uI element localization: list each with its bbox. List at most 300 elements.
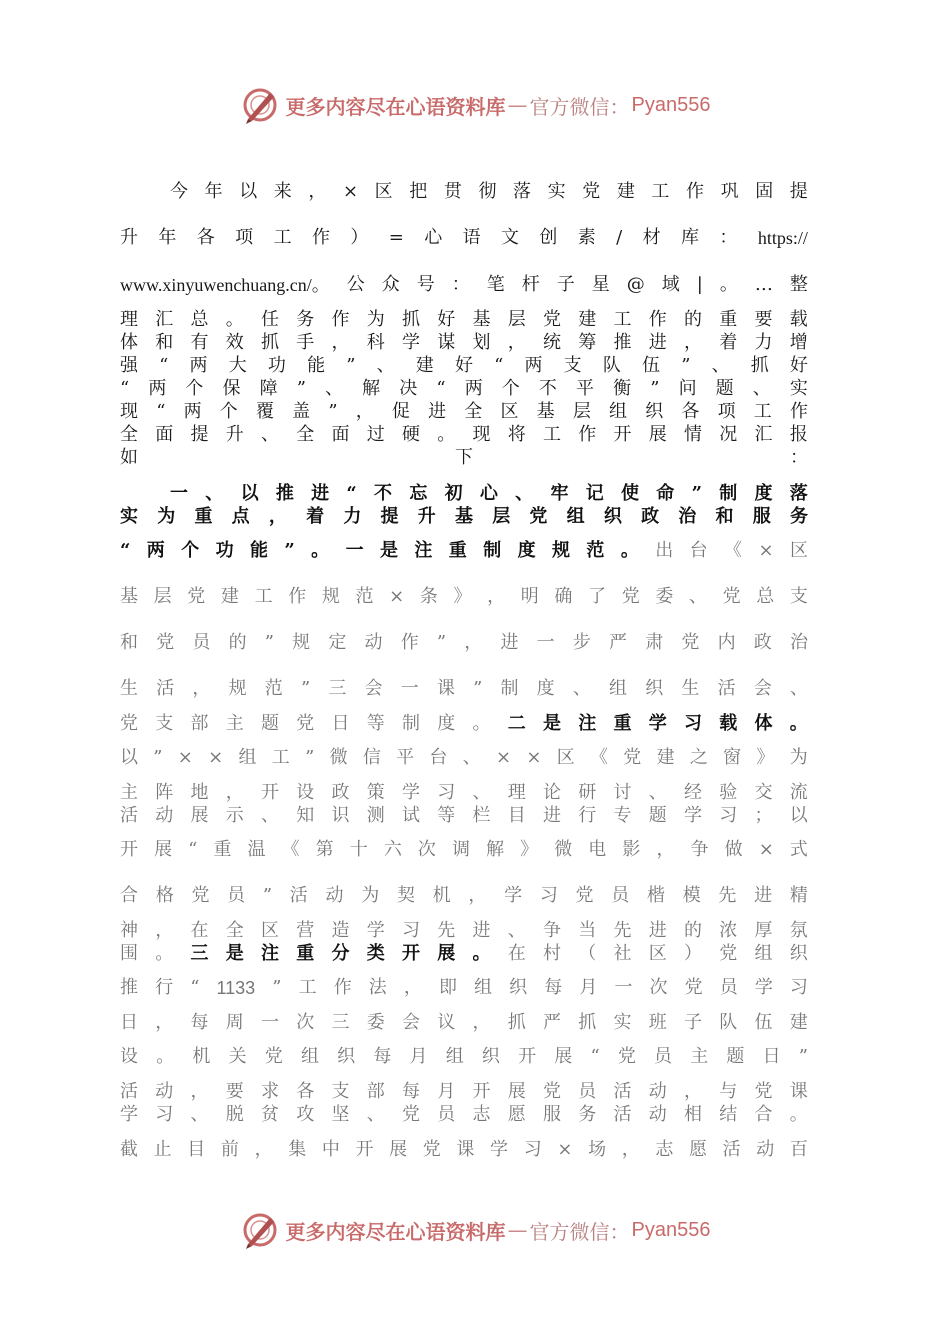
text-char: 注 bbox=[261, 943, 279, 964]
text-char: 工 bbox=[651, 181, 670, 202]
text-char: 题 bbox=[648, 805, 667, 826]
text-char: 严 bbox=[543, 1012, 561, 1033]
text-char: 一 bbox=[614, 977, 633, 998]
text-char: 进 bbox=[754, 885, 773, 906]
text-char: 党 bbox=[156, 632, 175, 653]
text-char: 实 bbox=[547, 181, 566, 202]
text-char: 党 bbox=[617, 1046, 636, 1067]
text-char: 现 bbox=[472, 424, 491, 445]
text-char: 工 bbox=[613, 309, 632, 330]
text-char: 工 bbox=[298, 977, 317, 998]
text-char: ， bbox=[464, 632, 483, 653]
text-char: 、 bbox=[366, 1104, 385, 1125]
text-char: 党 bbox=[719, 943, 738, 964]
text-char: 微 bbox=[329, 747, 348, 768]
text-char: 脱 bbox=[225, 1104, 244, 1125]
text-char: 式 bbox=[789, 839, 808, 860]
text-char: 先 bbox=[437, 920, 456, 941]
text-char: 模 bbox=[682, 885, 701, 906]
text-char: 学 bbox=[648, 713, 667, 734]
text-char: 规 bbox=[552, 540, 570, 561]
text-char: 学 bbox=[120, 1104, 138, 1125]
text-char: 基 bbox=[472, 309, 491, 330]
text-char: 织 bbox=[509, 977, 528, 998]
text-char: 制 bbox=[483, 540, 502, 561]
text-char: 载 bbox=[789, 309, 808, 330]
text-char: 心 bbox=[479, 483, 498, 504]
text-char: 日 bbox=[120, 1012, 138, 1033]
text-char: 语 bbox=[462, 227, 481, 248]
text-char: 科 bbox=[366, 332, 385, 353]
text-char: 现 bbox=[120, 401, 138, 422]
text-char: 窗 bbox=[723, 747, 742, 768]
text-char: 服 bbox=[543, 1104, 561, 1125]
text-char: 规 bbox=[321, 586, 340, 607]
text-char: 织 bbox=[645, 401, 664, 422]
text-char: 止 bbox=[153, 1139, 172, 1160]
text-char: 的 bbox=[684, 920, 702, 941]
text-char: 愿 bbox=[507, 1104, 526, 1125]
text-char: ” bbox=[346, 355, 356, 376]
watermark-wechat-id: Pyan556 bbox=[631, 93, 711, 116]
text-char: 展 bbox=[437, 943, 456, 964]
text-char: 议 bbox=[437, 1012, 456, 1033]
text-line bbox=[120, 710, 808, 738]
text-char: 度 bbox=[517, 540, 536, 561]
text-line bbox=[120, 744, 808, 772]
text-char: 分 bbox=[331, 943, 350, 964]
text-char: 队 bbox=[719, 1012, 738, 1033]
text-char: 党 bbox=[582, 181, 601, 202]
text-char: 关 bbox=[228, 1046, 247, 1067]
text-char: 志 bbox=[472, 1104, 491, 1125]
pen-logo-icon bbox=[240, 1210, 280, 1250]
text-char: 重 bbox=[448, 540, 467, 561]
text-char: 两 bbox=[146, 540, 165, 561]
text-char: 班 bbox=[648, 1012, 667, 1033]
text-char: ” bbox=[305, 747, 315, 768]
text-char: 党 bbox=[187, 586, 206, 607]
text-char: 活 bbox=[120, 805, 138, 826]
text-char: 提 bbox=[190, 424, 209, 445]
text-char: “ bbox=[436, 378, 446, 399]
text-char: 栏 bbox=[472, 805, 491, 826]
text-char: 体 bbox=[754, 713, 773, 734]
text-char: 整 bbox=[789, 274, 808, 295]
text-char: 来 bbox=[273, 181, 292, 202]
text-char: 务 bbox=[296, 309, 315, 330]
text-char: 心 bbox=[424, 227, 443, 248]
text-char: 展 bbox=[154, 839, 173, 860]
text-char: 实 bbox=[120, 506, 138, 527]
text-char: 好 bbox=[437, 309, 456, 330]
text-char: 促 bbox=[391, 401, 410, 422]
text-char: 课 bbox=[436, 678, 455, 699]
text-char: 支 bbox=[563, 355, 582, 376]
text-char: ， bbox=[621, 1139, 640, 1160]
text-char: ） bbox=[350, 227, 369, 248]
text-char: 一 bbox=[345, 540, 364, 561]
text-char: 肃 bbox=[645, 632, 664, 653]
text-char: 笔 bbox=[486, 274, 505, 295]
text-char: 党 bbox=[264, 1046, 283, 1067]
text-char: 。 bbox=[620, 540, 639, 561]
text-char: 平 bbox=[576, 378, 595, 399]
text-char: 务 bbox=[578, 1104, 597, 1125]
text-char: 划 bbox=[472, 332, 491, 353]
text-char: 过 bbox=[366, 424, 385, 445]
text-char: 建 bbox=[616, 181, 635, 202]
text-char: ” bbox=[296, 378, 306, 399]
text-char: 一 bbox=[400, 678, 419, 699]
text-char: 组 bbox=[474, 977, 493, 998]
text-char: 贫 bbox=[261, 1104, 279, 1125]
text-char: 营 bbox=[296, 920, 315, 941]
watermark-wechat-id: Pyan556 bbox=[631, 1218, 711, 1241]
text-char: ： bbox=[719, 227, 738, 248]
text-char: 愿 bbox=[688, 1139, 707, 1160]
text-char: 次 bbox=[296, 1012, 315, 1033]
text-char: 区 bbox=[556, 747, 575, 768]
text-char: ” bbox=[650, 378, 660, 399]
text-char: 学 bbox=[684, 805, 702, 826]
watermark-main-text: 更多内容尽在心语资料库 bbox=[285, 94, 506, 119]
text-char: 面 bbox=[155, 424, 174, 445]
text-char: 电 bbox=[588, 839, 607, 860]
text-char: 。 bbox=[789, 713, 808, 734]
text-char: 党 bbox=[575, 885, 594, 906]
text-char: “ bbox=[188, 839, 198, 860]
text-line bbox=[120, 675, 808, 703]
text-char: 文 bbox=[501, 227, 519, 248]
text-char: 初 bbox=[444, 483, 463, 504]
text-char: 活 bbox=[717, 678, 736, 699]
watermark-banner-bottom bbox=[0, 1207, 950, 1253]
text-char: 生 bbox=[120, 678, 138, 699]
text-char: 决 bbox=[399, 378, 418, 399]
text-char: 工 bbox=[543, 424, 561, 445]
text-run: https:// bbox=[757, 228, 808, 248]
text-char: 层 bbox=[492, 506, 511, 527]
text-char: 温 bbox=[247, 839, 266, 860]
text-char: 推 bbox=[275, 483, 294, 504]
text-char: 中 bbox=[321, 1139, 340, 1160]
text-char: 楷 bbox=[646, 885, 665, 906]
text-char: 况 bbox=[719, 424, 738, 445]
text-char: 习 bbox=[523, 1139, 542, 1160]
text-char: 周 bbox=[225, 1012, 244, 1033]
text-char: 总 bbox=[190, 309, 209, 330]
text-char: 统 bbox=[543, 332, 561, 353]
text-char: 政 bbox=[331, 782, 350, 803]
text-char: 场 bbox=[588, 1139, 607, 1160]
text-char: 、 bbox=[261, 424, 279, 445]
text-char: 问 bbox=[678, 378, 697, 399]
text-line bbox=[120, 940, 808, 968]
text-char: 学 bbox=[504, 885, 523, 906]
text-char: 子 bbox=[556, 274, 575, 295]
text-char: 。 bbox=[225, 309, 244, 330]
text-char: ， bbox=[268, 506, 287, 527]
text-char: 组 bbox=[609, 678, 628, 699]
text-char: 彻 bbox=[478, 181, 497, 202]
text-char: 落 bbox=[513, 181, 532, 202]
text-char: 谋 bbox=[437, 332, 456, 353]
text-char: 调 bbox=[451, 839, 470, 860]
text-char: 等 bbox=[437, 805, 456, 826]
text-char: 号 bbox=[416, 274, 435, 295]
text-run: 1133 bbox=[216, 978, 256, 998]
text-char: ， bbox=[684, 1081, 702, 1102]
text-char: 、 bbox=[261, 805, 279, 826]
text-char: 月 bbox=[437, 1081, 456, 1102]
text-char: 推 bbox=[613, 332, 632, 353]
watermark-dash: — bbox=[507, 1218, 528, 1242]
text-char: 学 bbox=[366, 920, 385, 941]
text-char: 部 bbox=[366, 1081, 385, 1102]
text-char: 开 bbox=[472, 1081, 491, 1102]
text-char: 区 bbox=[648, 943, 667, 964]
text-char: ， bbox=[656, 839, 675, 860]
text-char: 解 bbox=[486, 839, 505, 860]
text-char: 、 bbox=[789, 678, 808, 699]
text-char: 织 bbox=[337, 1046, 356, 1067]
text-char: 之 bbox=[689, 747, 708, 768]
text-char: 作 bbox=[789, 401, 808, 422]
text-char: 解 bbox=[362, 378, 381, 399]
text-char: 推 bbox=[120, 977, 138, 998]
text-char: 支 bbox=[331, 1081, 350, 1102]
text-char: “ bbox=[120, 540, 131, 561]
pen-logo-icon bbox=[240, 85, 280, 125]
text-line bbox=[120, 1009, 808, 1037]
text-char: 进 bbox=[311, 483, 330, 504]
text-char: 区 bbox=[374, 181, 393, 202]
text-char: 动 bbox=[155, 1081, 174, 1102]
text-char: 展 bbox=[389, 1139, 408, 1160]
text-char: 是 bbox=[379, 540, 398, 561]
text-char: 员 bbox=[654, 1046, 673, 1067]
text-char: 目 bbox=[507, 805, 526, 826]
text-char: 个 bbox=[185, 378, 204, 399]
text-char: 组 bbox=[754, 943, 773, 964]
text-char: ， bbox=[331, 332, 350, 353]
text-char: 专 bbox=[613, 805, 632, 826]
text-char: 巩 bbox=[720, 181, 739, 202]
text-char: 公 bbox=[346, 274, 365, 295]
text-char: 进 bbox=[543, 805, 561, 826]
text-char: 三 bbox=[331, 1012, 350, 1033]
text-char: 知 bbox=[296, 805, 315, 826]
text-char: 子 bbox=[684, 1012, 702, 1033]
text-char: 党 bbox=[120, 713, 138, 734]
text-char: 员 bbox=[578, 1081, 597, 1102]
text-char: 要 bbox=[225, 1081, 244, 1102]
text-char: 一 bbox=[170, 483, 188, 504]
text-char: 设 bbox=[120, 1046, 138, 1067]
text-char: 组 bbox=[445, 1046, 464, 1067]
text-char: 两 bbox=[524, 355, 543, 376]
text-char: 每 bbox=[544, 977, 563, 998]
text-char: 集 bbox=[288, 1139, 307, 1160]
text-line bbox=[120, 583, 808, 611]
text-char: 题 bbox=[261, 713, 279, 734]
text-char: 总 bbox=[756, 586, 775, 607]
text-char: 基 bbox=[120, 586, 138, 607]
text-char: 六 bbox=[383, 839, 402, 860]
text-char: 活 bbox=[289, 885, 308, 906]
text-char: ” bbox=[284, 540, 295, 561]
text-char: 次 bbox=[649, 977, 668, 998]
text-char: ， bbox=[190, 1081, 209, 1102]
text-char: 地 bbox=[190, 782, 209, 803]
text-char: 重 bbox=[213, 839, 232, 860]
text-char: 是 bbox=[225, 943, 244, 964]
text-char: “ bbox=[494, 355, 504, 376]
text-char: 载 bbox=[719, 713, 738, 734]
text-char: ： bbox=[790, 447, 808, 468]
text-char: 基 bbox=[454, 506, 473, 527]
text-char: ， bbox=[403, 977, 422, 998]
text-char: 展 bbox=[190, 805, 209, 826]
text-char: 实 bbox=[789, 378, 808, 399]
text-char: 各 bbox=[296, 1081, 315, 1102]
text-char: 年 bbox=[204, 181, 223, 202]
watermark-sub-text: 官方微信： bbox=[529, 94, 630, 119]
text-char: 治 bbox=[789, 632, 808, 653]
text-char: 契 bbox=[396, 885, 415, 906]
text-char: 增 bbox=[789, 332, 808, 353]
text-char: 不 bbox=[374, 483, 393, 504]
text-char: 范 bbox=[355, 586, 374, 607]
text-char: 活 bbox=[722, 1139, 741, 1160]
text-char: 以 bbox=[789, 805, 808, 826]
text-char: “ bbox=[590, 1046, 600, 1067]
text-char: 习 bbox=[789, 977, 808, 998]
text-char: 工 bbox=[254, 586, 273, 607]
text-char: ， bbox=[254, 1139, 273, 1160]
text-char: ” bbox=[681, 355, 691, 376]
text-char: 题 bbox=[726, 1046, 745, 1067]
text-char: 制 bbox=[719, 483, 738, 504]
text-char: 。 bbox=[472, 713, 491, 734]
text-line bbox=[120, 503, 808, 531]
text-char: 和 bbox=[120, 632, 138, 653]
text-char: 下 bbox=[455, 447, 473, 468]
text-char: 》 bbox=[520, 839, 539, 860]
text-char: 区 bbox=[500, 401, 519, 422]
text-char: ， bbox=[487, 586, 506, 607]
text-char: 开 bbox=[120, 839, 138, 860]
text-char: 硬 bbox=[402, 424, 420, 445]
text-char: × bbox=[758, 839, 774, 860]
text-char: 抓 bbox=[507, 1012, 526, 1033]
text-char: 作 bbox=[288, 586, 307, 607]
text-char: 不 bbox=[538, 378, 557, 399]
text-char: 牢 bbox=[550, 483, 569, 504]
text-char: ” bbox=[272, 977, 282, 998]
text-char: 重 bbox=[719, 309, 738, 330]
text-char: 、 bbox=[711, 355, 730, 376]
text-char: 论 bbox=[543, 782, 561, 803]
text-char: 重 bbox=[296, 943, 315, 964]
text-char: 神 bbox=[120, 920, 138, 941]
text-char: 支 bbox=[155, 713, 174, 734]
text-char: 提 bbox=[789, 181, 808, 202]
text-char: 度 bbox=[536, 678, 555, 699]
text-char: ， bbox=[155, 920, 174, 941]
text-char: 党 bbox=[681, 632, 700, 653]
text-char: 行 bbox=[578, 805, 597, 826]
text-char: 交 bbox=[754, 782, 773, 803]
text-char: 员 bbox=[437, 1104, 456, 1125]
text-line bbox=[120, 629, 808, 657]
text-line bbox=[120, 974, 808, 1002]
text-char: 的 bbox=[228, 632, 247, 653]
text-char: 建 bbox=[578, 309, 597, 330]
text-char: 伍 bbox=[642, 355, 661, 376]
text-char: 织 bbox=[603, 506, 622, 527]
text-char: 开 bbox=[613, 424, 632, 445]
text-char: 障 bbox=[259, 378, 278, 399]
text-char: 作 bbox=[686, 181, 704, 202]
text-char: 动 bbox=[325, 885, 344, 906]
watermark-sub-text: 官方微信： bbox=[529, 1219, 630, 1244]
text-char: 类 bbox=[366, 943, 385, 964]
text-char: 织 bbox=[645, 678, 664, 699]
text-char: 开 bbox=[355, 1139, 374, 1160]
text-char: 盖 bbox=[292, 401, 311, 422]
text-char: 了 bbox=[588, 586, 607, 607]
text-char: 台 bbox=[689, 540, 708, 561]
text-char: 《 bbox=[281, 839, 300, 860]
text-line bbox=[120, 836, 808, 864]
text-char: 作 bbox=[578, 424, 597, 445]
text-char: 党 bbox=[529, 506, 548, 527]
text-char: 求 bbox=[261, 1081, 279, 1102]
text-char: 党 bbox=[543, 309, 561, 330]
text-char: 织 bbox=[481, 1046, 500, 1067]
text-char: 主 bbox=[120, 782, 138, 803]
text-char: 区 bbox=[789, 540, 808, 561]
text-char: 覆 bbox=[255, 401, 274, 422]
text-char: 把 bbox=[409, 181, 428, 202]
text-char: 一 bbox=[536, 632, 555, 653]
text-char: 党 bbox=[296, 713, 315, 734]
text-char: 作 bbox=[331, 309, 350, 330]
text-char: 注 bbox=[414, 540, 433, 561]
text-char: 争 bbox=[690, 839, 709, 860]
text-char: 任 bbox=[261, 309, 279, 330]
text-char: 将 bbox=[507, 424, 526, 445]
text-char: 的 bbox=[684, 309, 702, 330]
text-char: ” bbox=[473, 678, 483, 699]
text-char: 为 bbox=[366, 309, 385, 330]
text-char: 流 bbox=[789, 782, 808, 803]
text-char: 动 bbox=[364, 632, 383, 653]
text-char: 报 bbox=[789, 424, 808, 445]
text-char: 出 bbox=[655, 540, 674, 561]
text-char: 筹 bbox=[578, 332, 597, 353]
text-char: / bbox=[616, 227, 623, 248]
text-char: 法 bbox=[368, 977, 387, 998]
text-char: ” bbox=[798, 1046, 808, 1067]
text-char: 动 bbox=[155, 805, 174, 826]
text-char: 政 bbox=[641, 506, 660, 527]
text-char: 理 bbox=[120, 309, 138, 330]
text-char: 在 bbox=[190, 920, 209, 941]
text-char: 队 bbox=[602, 355, 621, 376]
